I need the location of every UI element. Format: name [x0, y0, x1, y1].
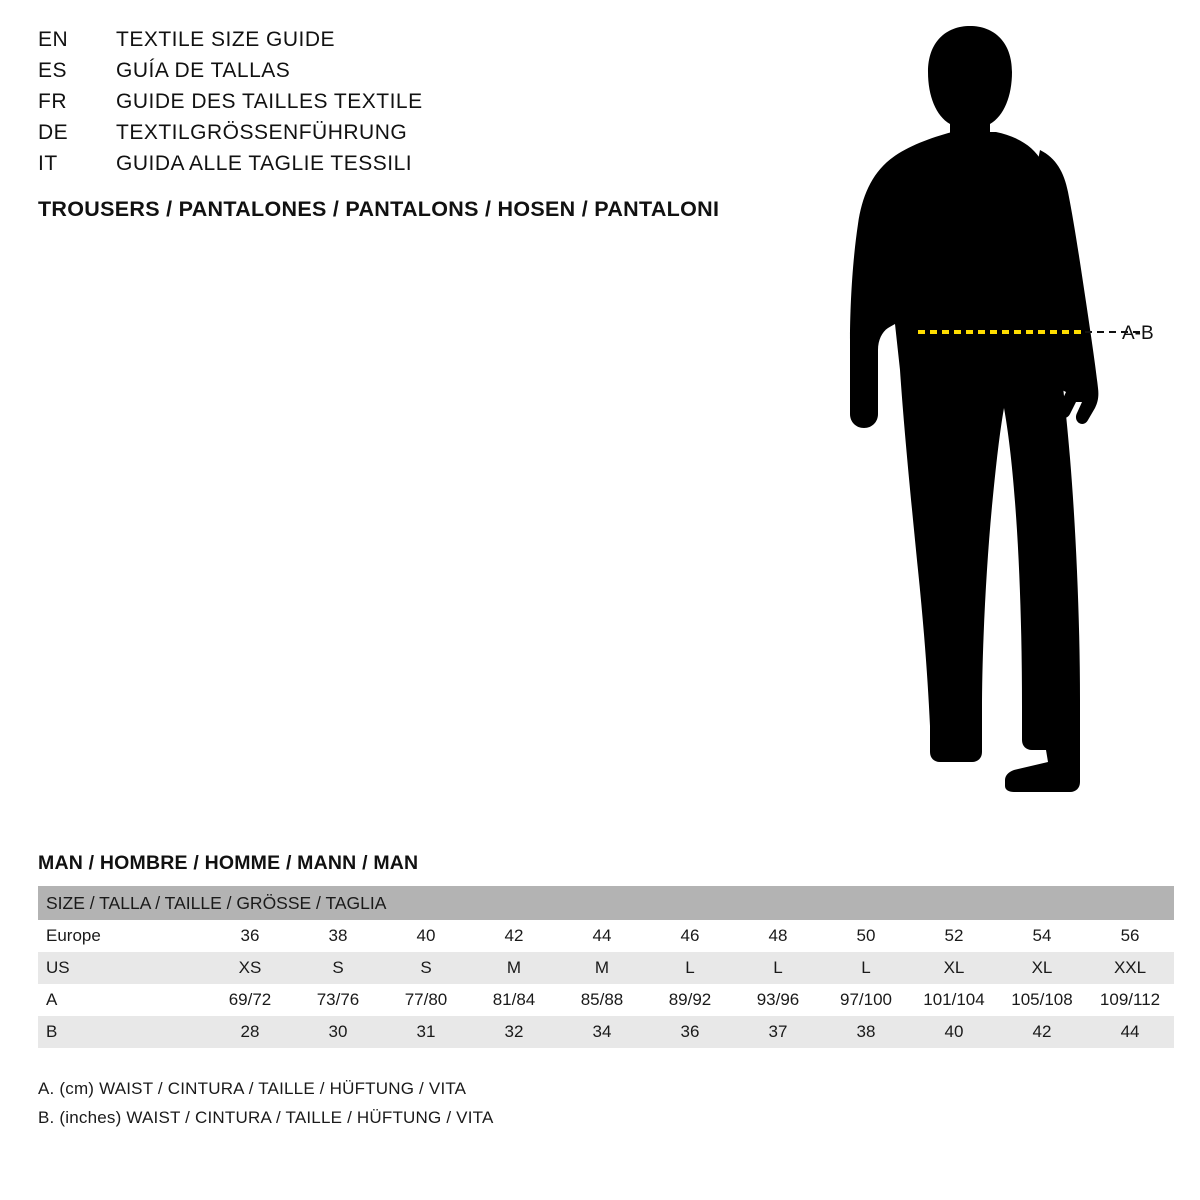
cell: 93/96: [734, 984, 822, 1016]
footnote-a: A. (cm) WAIST / CINTURA / TAILLE / HÜFTUNG / VITA: [38, 1079, 467, 1098]
cell: M: [558, 952, 646, 984]
language-row: [38, 59, 798, 90]
language-title: GUÍA DE TALLAS: [116, 59, 291, 82]
cell: 105/108: [998, 984, 1086, 1016]
cell: 42: [470, 920, 558, 952]
cell: 77/80: [382, 984, 470, 1016]
language-code: DE: [38, 121, 69, 144]
cell: 30: [294, 1016, 382, 1048]
table-row: [38, 984, 1174, 1016]
cell: 36: [646, 1016, 734, 1048]
cell: 36: [206, 920, 294, 952]
row-label: B: [38, 1016, 206, 1048]
language-title: TEXTILGRÖSSENFÜHRUNG: [116, 121, 408, 144]
size-table-section: [38, 852, 1166, 1132]
cell: L: [822, 952, 910, 984]
table-header-label: SIZE / TALLA / TAILLE / GRÖSSE / TAGLIA: [38, 886, 1174, 920]
cell: 73/76: [294, 984, 382, 1016]
cell: 81/84: [470, 984, 558, 1016]
cell: 31: [382, 1016, 470, 1048]
cell: 40: [382, 920, 470, 952]
cell: 44: [558, 920, 646, 952]
cell: 69/72: [206, 984, 294, 1016]
cell: 109/112: [1086, 984, 1174, 1016]
male-silhouette-icon: [800, 10, 1200, 810]
row-label: US: [38, 952, 206, 984]
cell: 54: [998, 920, 1086, 952]
table-row: [38, 1016, 1174, 1048]
cell: 28: [206, 1016, 294, 1048]
cell: M: [470, 952, 558, 984]
cell: 32: [470, 1016, 558, 1048]
cell: L: [646, 952, 734, 984]
cell: 48: [734, 920, 822, 952]
table-title: MAN / HOMBRE / HOMME / MANN / MAN: [38, 852, 419, 874]
garment-type-label: TROUSERS / PANTALONES / PANTALONS / HOSEN / PANTALONI: [38, 197, 720, 221]
cell: L: [734, 952, 822, 984]
language-code: EN: [38, 28, 69, 51]
language-header: [38, 28, 798, 222]
language-row: [38, 90, 798, 121]
language-row: [38, 152, 798, 183]
cell: XS: [206, 952, 294, 984]
cell: 97/100: [822, 984, 910, 1016]
language-title: GUIDA ALLE TAGLIE TESSILI: [116, 152, 413, 175]
language-code: ES: [38, 59, 68, 82]
measure-label-ab: A-B: [1122, 323, 1154, 344]
table-row: [38, 952, 1174, 984]
footnotes: [38, 1074, 1166, 1132]
cell: 52: [910, 920, 998, 952]
row-label: A: [38, 984, 206, 1016]
cell: XL: [998, 952, 1086, 984]
cell: 101/104: [910, 984, 998, 1016]
cell: 38: [822, 1016, 910, 1048]
cell: 89/92: [646, 984, 734, 1016]
cell: 56: [1086, 920, 1174, 952]
cell: 38: [294, 920, 382, 952]
cell: 85/88: [558, 984, 646, 1016]
size-table: [38, 886, 1174, 1048]
footnote-b: B. (inches) WAIST / CINTURA / TAILLE / HÜFTUNG / VITA: [38, 1108, 494, 1127]
row-label: Europe: [38, 920, 206, 952]
language-title: TEXTILE SIZE GUIDE: [116, 28, 336, 51]
cell: 44: [1086, 1016, 1174, 1048]
cell: 40: [910, 1016, 998, 1048]
language-title: GUIDE DES TAILLES TEXTILE: [116, 90, 423, 113]
cell: 34: [558, 1016, 646, 1048]
cell: S: [382, 952, 470, 984]
language-row: [38, 28, 798, 59]
cell: 46: [646, 920, 734, 952]
figure-illustration: [800, 10, 1200, 810]
cell: XL: [910, 952, 998, 984]
cell: S: [294, 952, 382, 984]
cell: 42: [998, 1016, 1086, 1048]
language-code: FR: [38, 90, 67, 113]
table-header-row: [38, 886, 1174, 920]
language-code: IT: [38, 152, 58, 175]
language-row: [38, 121, 798, 152]
table-row: [38, 920, 1174, 952]
cell: XXL: [1086, 952, 1174, 984]
cell: 50: [822, 920, 910, 952]
cell: 37: [734, 1016, 822, 1048]
